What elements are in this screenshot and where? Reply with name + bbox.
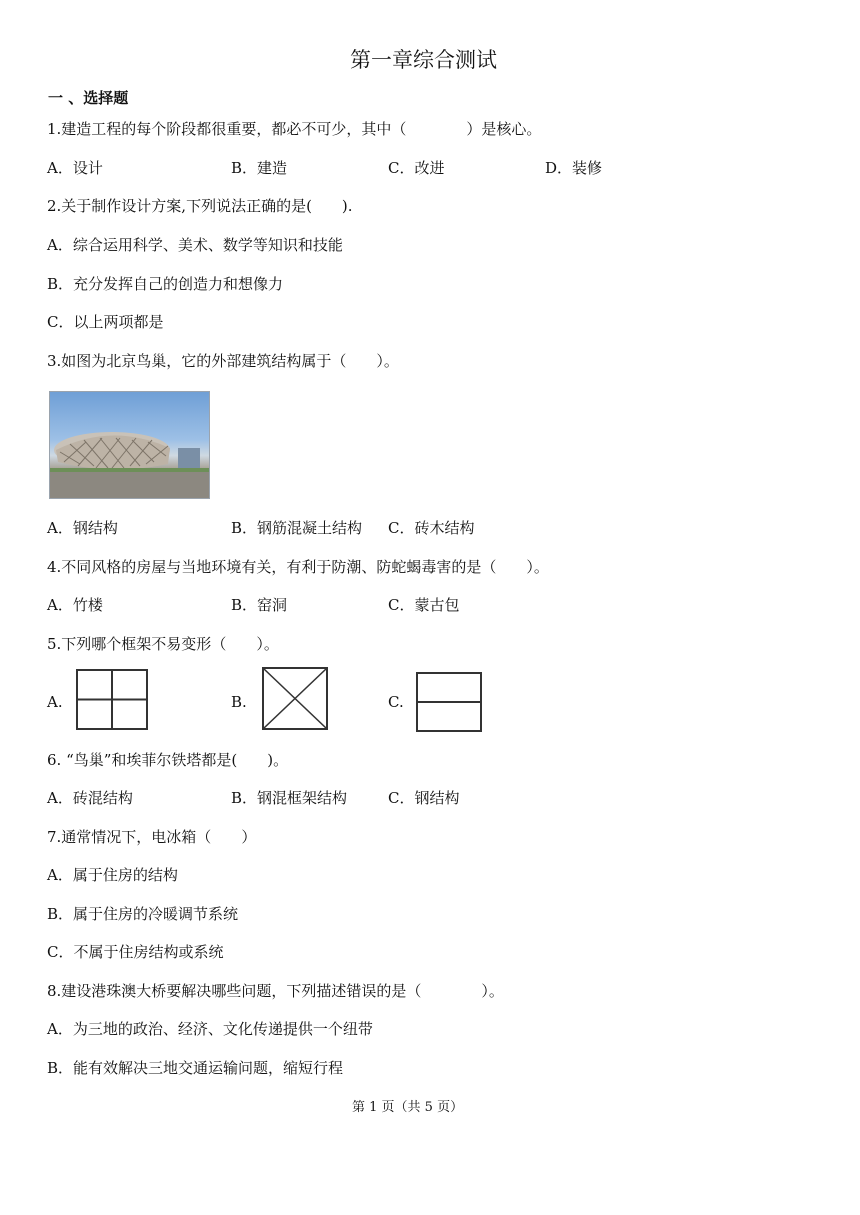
page-footer: 第 1 页（共 5 页）	[352, 1100, 464, 1115]
question-8-option-a: A．为三地的政治、经济、文化传递提供一个纽带	[47, 1020, 373, 1038]
question-3-option-a: A．钢结构	[47, 519, 118, 537]
frame-cross-brace-icon	[262, 667, 328, 730]
question-4-option-a: A．竹楼	[47, 596, 103, 614]
question-7-option-b: B．属于住房的冷暖调节系统	[47, 905, 239, 923]
question-4-stem: 4.不同风格的房屋与当地环境有关，有利于防潮、防蛇蝎毒害的是（ ）。	[47, 558, 549, 576]
question-7-option-c: C．不属于住房结构或系统	[47, 943, 224, 961]
question-6-stem: 6. “鸟巢”和埃菲尔铁塔都是( )。	[47, 751, 289, 769]
question-1-option-c: C．改进	[388, 159, 445, 177]
section-heading: 一 、选择题	[48, 89, 129, 107]
page-title: 第一章综合测试	[350, 48, 497, 72]
question-3-stem: 3.如图为北京鸟巢，它的外部建筑结构属于（ ）。	[47, 352, 399, 370]
question-7-option-a: A．属于住房的结构	[47, 866, 178, 884]
question-6-option-b: B．钢混框架结构	[231, 789, 348, 807]
frame-grid-icon	[76, 669, 148, 730]
question-5-option-b: B.	[231, 693, 247, 711]
question-1-option-a: A．设计	[47, 159, 103, 177]
frame-horizontal-bar-icon	[416, 672, 482, 732]
question-6-option-a: A．砖混结构	[47, 789, 133, 807]
question-5-stem: 5.下列哪个框架不易变形（ ）。	[47, 635, 279, 653]
question-8-option-b: B．能有效解决三地交通运输问题，缩短行程	[47, 1059, 344, 1077]
question-2-option-a: A．综合运用科学、美术、数学等知识和技能	[47, 236, 343, 254]
question-7-stem: 7.通常情况下，电冰箱（ ）	[47, 828, 257, 846]
question-1-option-d: D．装修	[545, 159, 603, 177]
question-3-option-b: B．钢筋混凝土结构	[231, 519, 363, 537]
stadium-illustration	[50, 392, 209, 498]
question-6-option-c: C．钢结构	[388, 789, 460, 807]
question-1-stem: 1.建造工程的每个阶段都很重要，都必不可少，其中（ ）是核心。	[47, 120, 542, 138]
question-5-option-c: C.	[388, 693, 404, 711]
question-2-option-c: C．以上两项都是	[47, 313, 164, 331]
birds-nest-stadium-photo	[49, 391, 210, 499]
question-4-option-b: B．窑洞	[231, 596, 288, 614]
question-2-option-b: B．充分发挥自己的创造力和想像力	[47, 275, 284, 293]
question-3-option-c: C．砖木结构	[388, 519, 475, 537]
question-5-option-a: A.	[47, 693, 63, 711]
question-1-option-b: B．建造	[231, 159, 288, 177]
question-2-stem: 2.关于制作设计方案,下列说法正确的是( ).	[47, 197, 353, 215]
question-4-option-c: C．蒙古包	[388, 596, 460, 614]
question-8-stem: 8.建设港珠澳大桥要解决哪些问题，下列描述错误的是（ ）。	[47, 982, 504, 1000]
